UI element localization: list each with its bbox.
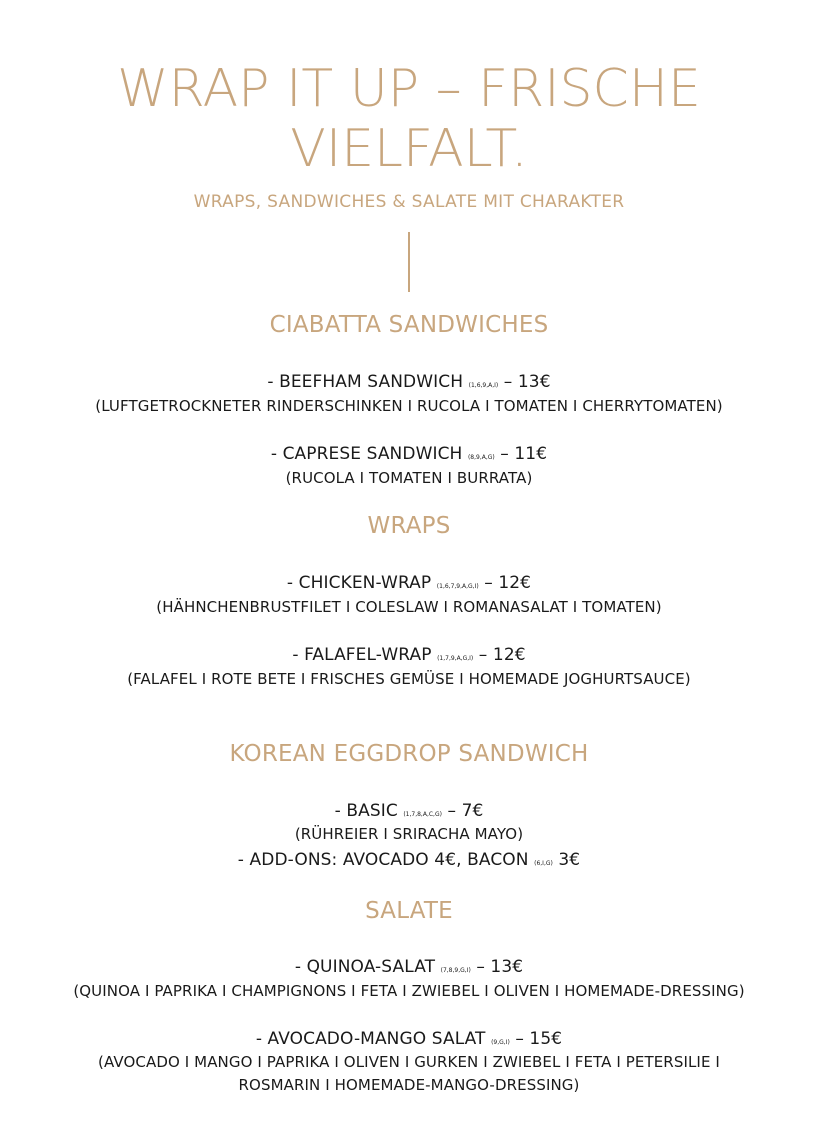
item-allergens: (1,7,9,A,G,I) (437, 655, 474, 662)
section-title-wraps: WRAPS (367, 513, 451, 539)
item-allergens: (9,G,I) (491, 1039, 510, 1046)
item-name: - BASIC (334, 801, 398, 821)
item-allergens: (6,I,G) (534, 860, 553, 867)
menu-item-beefham (0, 372, 818, 392)
item-name: - QUINOA-SALAT (294, 957, 436, 977)
menu-item-chicken-wrap (0, 573, 818, 593)
page-subtitle: WRAPS, SANDWICHES & SALATE MIT CHARAKTER (193, 192, 625, 212)
item-description: (RUCOLA I TOMATEN I BURRATA) (285, 469, 533, 487)
item-name: - AVOCADO-MANGO SALAT (255, 1029, 486, 1049)
menu-item-add-ons (0, 850, 818, 870)
menu-item-caprese (0, 444, 818, 464)
item-name: - CAPRESE SANDWICH (270, 444, 463, 464)
item-description: (HÄHNCHENBRUSTFILET I COLESLAW I ROMANASALAT I TOMATEN) (156, 598, 662, 616)
menu-item-quinoa-salat (0, 957, 818, 977)
vertical-divider (408, 232, 410, 292)
section-title-ciabatta: CIABATTA SANDWICHES (269, 312, 549, 338)
item-name: - ADD-ONS: AVOCADO 4€, BACON (237, 850, 529, 870)
item-name: - BEEFHAM SANDWICH (267, 372, 464, 392)
item-description: (FALAFEL I ROTE BETE I FRISCHES GEMÜSE I HOMEMADE JOGHURTSAUCE) (127, 670, 691, 688)
item-price: 3€ (558, 850, 581, 870)
item-description: (QUINOA I PAPRIKA I CHAMPIGNONS I FETA I ZWIEBEL I OLIVEN I HOMEMADE-DRESSING) (73, 982, 745, 1000)
item-price: – 13€ (503, 372, 551, 392)
menu-item-basic (0, 801, 818, 821)
item-description: (RÜHREIER I SRIRACHA MAYO) (294, 825, 524, 843)
menu-item-avocado-mango-salat (0, 1029, 818, 1049)
page-title-line-1: WRAP IT UP – FRISCHE (117, 59, 701, 119)
section-title-korean-eggdrop: KOREAN EGGDROP SANDWICH (229, 741, 589, 767)
item-allergens: (7,8,9,G,I) (440, 967, 471, 974)
item-name: - FALAFEL-WRAP (292, 645, 432, 665)
item-name: - CHICKEN-WRAP (286, 573, 432, 593)
item-description-line-1: (AVOCADO I MANGO I PAPRIKA I OLIVEN I GURKEN I ZWIEBEL I FETA I PETERSILIE I (98, 1053, 720, 1071)
item-price: – 12€ (478, 645, 526, 665)
item-price: – 7€ (447, 801, 484, 821)
item-allergens: (8,9,A,G) (467, 454, 495, 461)
page-title-line-2: VIELFALT. (290, 119, 528, 179)
section-title-salate: SALATE (365, 898, 453, 924)
item-price: – 13€ (476, 957, 524, 977)
item-allergens: (1,7,8,A,C,G) (403, 811, 442, 818)
item-price: – 12€ (484, 573, 532, 593)
item-allergens: (1,6,7,9,A,G,I) (436, 583, 479, 590)
item-price: – 11€ (500, 444, 548, 464)
item-description: (LUFTGETROCKNETER RINDERSCHINKEN I RUCOLA I TOMATEN I CHERRYTOMATEN) (95, 397, 723, 415)
item-allergens: (1,6,9,A,I) (468, 382, 499, 389)
item-price: – 15€ (515, 1029, 563, 1049)
item-description-line-2: ROSMARIN I HOMEMADE-MANGO-DRESSING) (238, 1076, 580, 1094)
menu-item-falafel-wrap (0, 645, 818, 665)
